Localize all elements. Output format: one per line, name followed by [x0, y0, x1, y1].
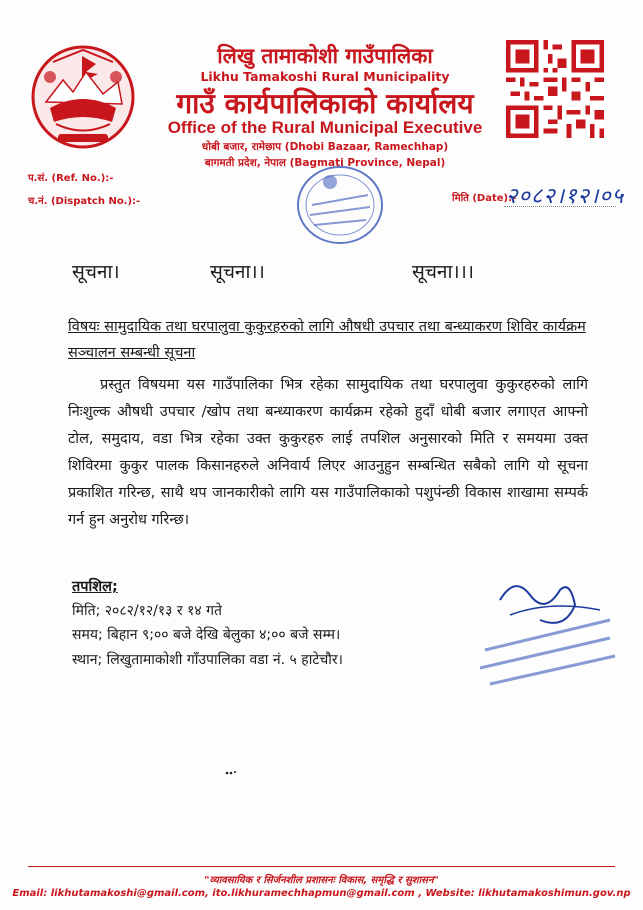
subject-line: विषयः सामुदायिक तथा घरपालुवा कुकुरहरुको लागि औषधी उपचार तथा बन्ध्याकरण शिविर कार्यक्रम सञ्चालन सम्बन्धी सूचना: [68, 319, 586, 361]
date-value: २०८२।१२।०५: [506, 184, 625, 209]
ref-no-label: प.सं. (Ref. No.):-: [28, 173, 114, 184]
details-place: स्थान; लिखुतामाकोशी गाँउपालिका वडा नं. ५ हाटेचौर।: [72, 652, 343, 668]
notice-heading-3: सूचना।।।: [412, 261, 474, 283]
footer-contact: Email: likhutamakoshi@gmail.com, ito.likhuramechhapmun@gmail.com , Website: likhutamakoshimun.gov.np: [12, 888, 631, 899]
footer-rule: [28, 866, 615, 867]
address-line-2: बागमती प्रदेश, नेपाल (Bagmati Province, Nepal): [204, 157, 446, 169]
date-field: [452, 184, 625, 214]
body-text: [68, 372, 588, 534]
notice-heading-2: सूचना।।: [210, 261, 265, 283]
signature-stamp-icon: [470, 560, 620, 690]
nepal-emblem-icon: [28, 42, 138, 154]
municipality-name-en: Likhu Tamakoshi Rural Municipality: [200, 69, 450, 84]
body-paragraph: प्रस्तुत विषयमा यस गाउँपालिका भित्र रहेका सामुदायिक तथा घरपालुवा कुकुरहरुको लागि निःशुल्क औषधी उपचार /खोप तथा बन्ध्याकरण कार्यक्रम रहेको हुदाँ धोबी बजार लगाएत आफ्नो टोल, समुदाय, वडा भित्र रहेका उक्त कुकुरहरु लाई तपशिल अनुसारको मिति र समयमा उक्त शिविरमा कुकुर पालक किसानहरुले अनिवार्य लिएर आउनुहुन सम्बन्धित सबैको लागि यो सूचना प्रकाशित गरिन्छ, साथै थप जानकारीको लागि यस गाउँपालिकाको पशुपंन्छी विकास शाखामा सम्पर्क गर्न हुन अनुरोध गरिन्छ।: [68, 377, 588, 528]
office-stamp-icon: [290, 160, 390, 250]
details-title: तपशिल;: [72, 579, 118, 595]
details-time: समय; बिहान ९;०० बजे देखि बेलुका ४;०० बजे सम्म।: [72, 627, 341, 643]
office-name-np: गाउँ कार्यपालिकाको कार्यालय: [176, 87, 474, 120]
dispatch-no-label: च.नं. (Dispatch No.):-: [28, 196, 141, 207]
details-date: मिति; २०८२/१२/१३ र १४ गते: [72, 603, 222, 619]
address-line-1: धोबी बजार, रामेछाप (Dhobi Bazaar, Ramechhap): [201, 141, 449, 153]
notice-heading-1: सूचना।: [72, 261, 120, 283]
stray-ink-dots: [225, 770, 237, 776]
qr-code-icon: [506, 40, 604, 138]
municipality-name-np: लिखु तामाकोशी गाउँपालिका: [217, 44, 433, 68]
date-label: मिति (Date):-: [452, 193, 517, 204]
footer-motto: "व्यावसायिक र सिर्जनशील प्रशासनः विकास, समृद्धि र सुशासन": [204, 875, 439, 886]
office-name-en: Office of the Rural Municipal Executive: [167, 118, 483, 137]
